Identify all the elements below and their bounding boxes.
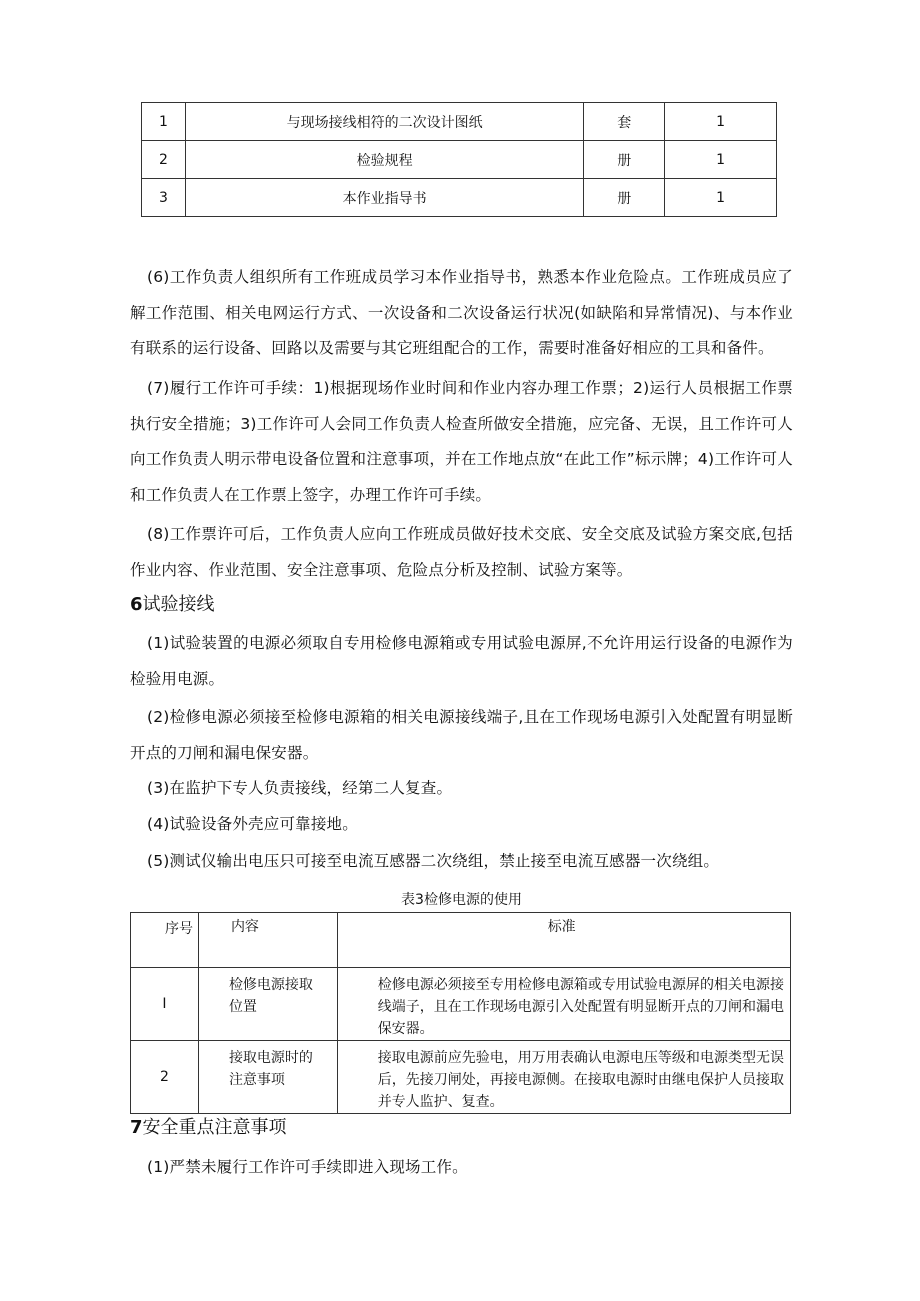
item-quantity: 1 <box>665 141 777 179</box>
item-unit: 套 <box>584 103 665 141</box>
row-number: 3 <box>142 179 186 217</box>
section-6-heading <box>130 592 215 618</box>
section-title: 试验接线 <box>142 594 215 615</box>
row-content: 检修电源接取位置 <box>198 968 337 1041</box>
row-number: 2 <box>131 1041 199 1114</box>
paragraph-7: (7)履行工作许可手续：1)根据现场作业时间和作业内容办理工作票；2)运行人员根据工作票执行安全措施；3)工作许可人会同工作负责人检查所做安全措施，应完备、无误，且工作许可人向工作负责人明示带电设备位置和注意事项，并在工作地点放“在此工作”标示牌；4)工作许可人和工作负责人在工作票上签字，办理工作许可手续。 <box>130 379 793 504</box>
table-row <box>142 179 777 217</box>
row-number: 1 <box>142 103 186 141</box>
section-7-paragraph-1: (1)严禁未履行工作许可手续即进入现场工作。 <box>147 1158 468 1176</box>
section-title: 安全重点注意事项 <box>142 1117 287 1138</box>
item-unit: 册 <box>584 141 665 179</box>
row-standard: 检修电源必须接至专用检修电源箱或专用试验电源屏的相关电源接线端子，且在工作现场电源引入处配置有明显断开点的刀闸和漏电保安器。 <box>337 968 790 1041</box>
table-caption: 表3检修电源的使用 <box>401 892 522 908</box>
header-content: 内容 <box>198 913 337 968</box>
table-row <box>131 1041 791 1114</box>
row-standard: 接取电源前应先验电，用万用表确认电源电压等级和电源类型无误后，先接刀闸处，再接电源侧。在接取电源时由继电保护人员接取并专人监护、复查。 <box>337 1041 790 1114</box>
row-number: 2 <box>142 141 186 179</box>
power-source-table <box>130 912 791 1114</box>
table-row <box>142 141 777 179</box>
section-number: 6 <box>130 594 143 615</box>
section-6-paragraph-5: (5)测试仪输出电压只可接至电流互感器二次绕组，禁止接至电流互感器一次绕组。 <box>147 852 720 870</box>
item-unit: 册 <box>584 179 665 217</box>
item-name: 本作业指导书 <box>185 179 583 217</box>
section-7-heading <box>130 1115 287 1141</box>
table-header-row <box>131 913 791 968</box>
item-name: 检验规程 <box>185 141 583 179</box>
row-content: 接取电源时的注意事项 <box>198 1041 337 1114</box>
header-standard: 标准 <box>337 913 790 968</box>
section-number: 7 <box>130 1117 143 1138</box>
section-6-paragraph-4: (4)试验设备外壳应可靠接地。 <box>147 815 358 833</box>
item-quantity: 1 <box>665 103 777 141</box>
paragraph-6: (6)工作负责人组织所有工作班成员学习本作业指导书，熟悉本作业危险点。工作班成员应了解工作范围、相关电网运行方式、一次设备和二次设备运行状况(如缺陷和异常情况)、与本作业有联系的运行设备、回路以及需要与其它班组配合的工作，需要时准备好相应的工具和备件。 <box>130 268 793 357</box>
table-row <box>131 968 791 1041</box>
item-quantity: 1 <box>665 179 777 217</box>
table-row <box>142 103 777 141</box>
header-number: 序号 <box>131 913 199 968</box>
row-number: I <box>131 968 199 1041</box>
paragraph-8: (8)工作票许可后，工作负责人应向工作班成员做好技术交底、安全交底及试验方案交底,包括作业内容、作业范围、安全注意事项、危险点分析及控制、试验方案等。 <box>130 525 793 579</box>
item-name: 与现场接线相符的二次设计图纸 <box>185 103 583 141</box>
section-6-paragraph-2: (2)检修电源必须接至检修电源箱的相关电源接线端子,且在工作现场电源引入处配置有明显断开点的刀闸和漏电保安器。 <box>130 708 793 762</box>
section-6-paragraph-3: (3)在监护下专人负责接线，经第二人复查。 <box>147 779 453 797</box>
section-6-paragraph-1: (1)试验装置的电源必须取自专用检修电源箱或专用试验电源屏,不允许用运行设备的电源作为检验用电源。 <box>130 634 793 688</box>
materials-table <box>141 102 777 217</box>
